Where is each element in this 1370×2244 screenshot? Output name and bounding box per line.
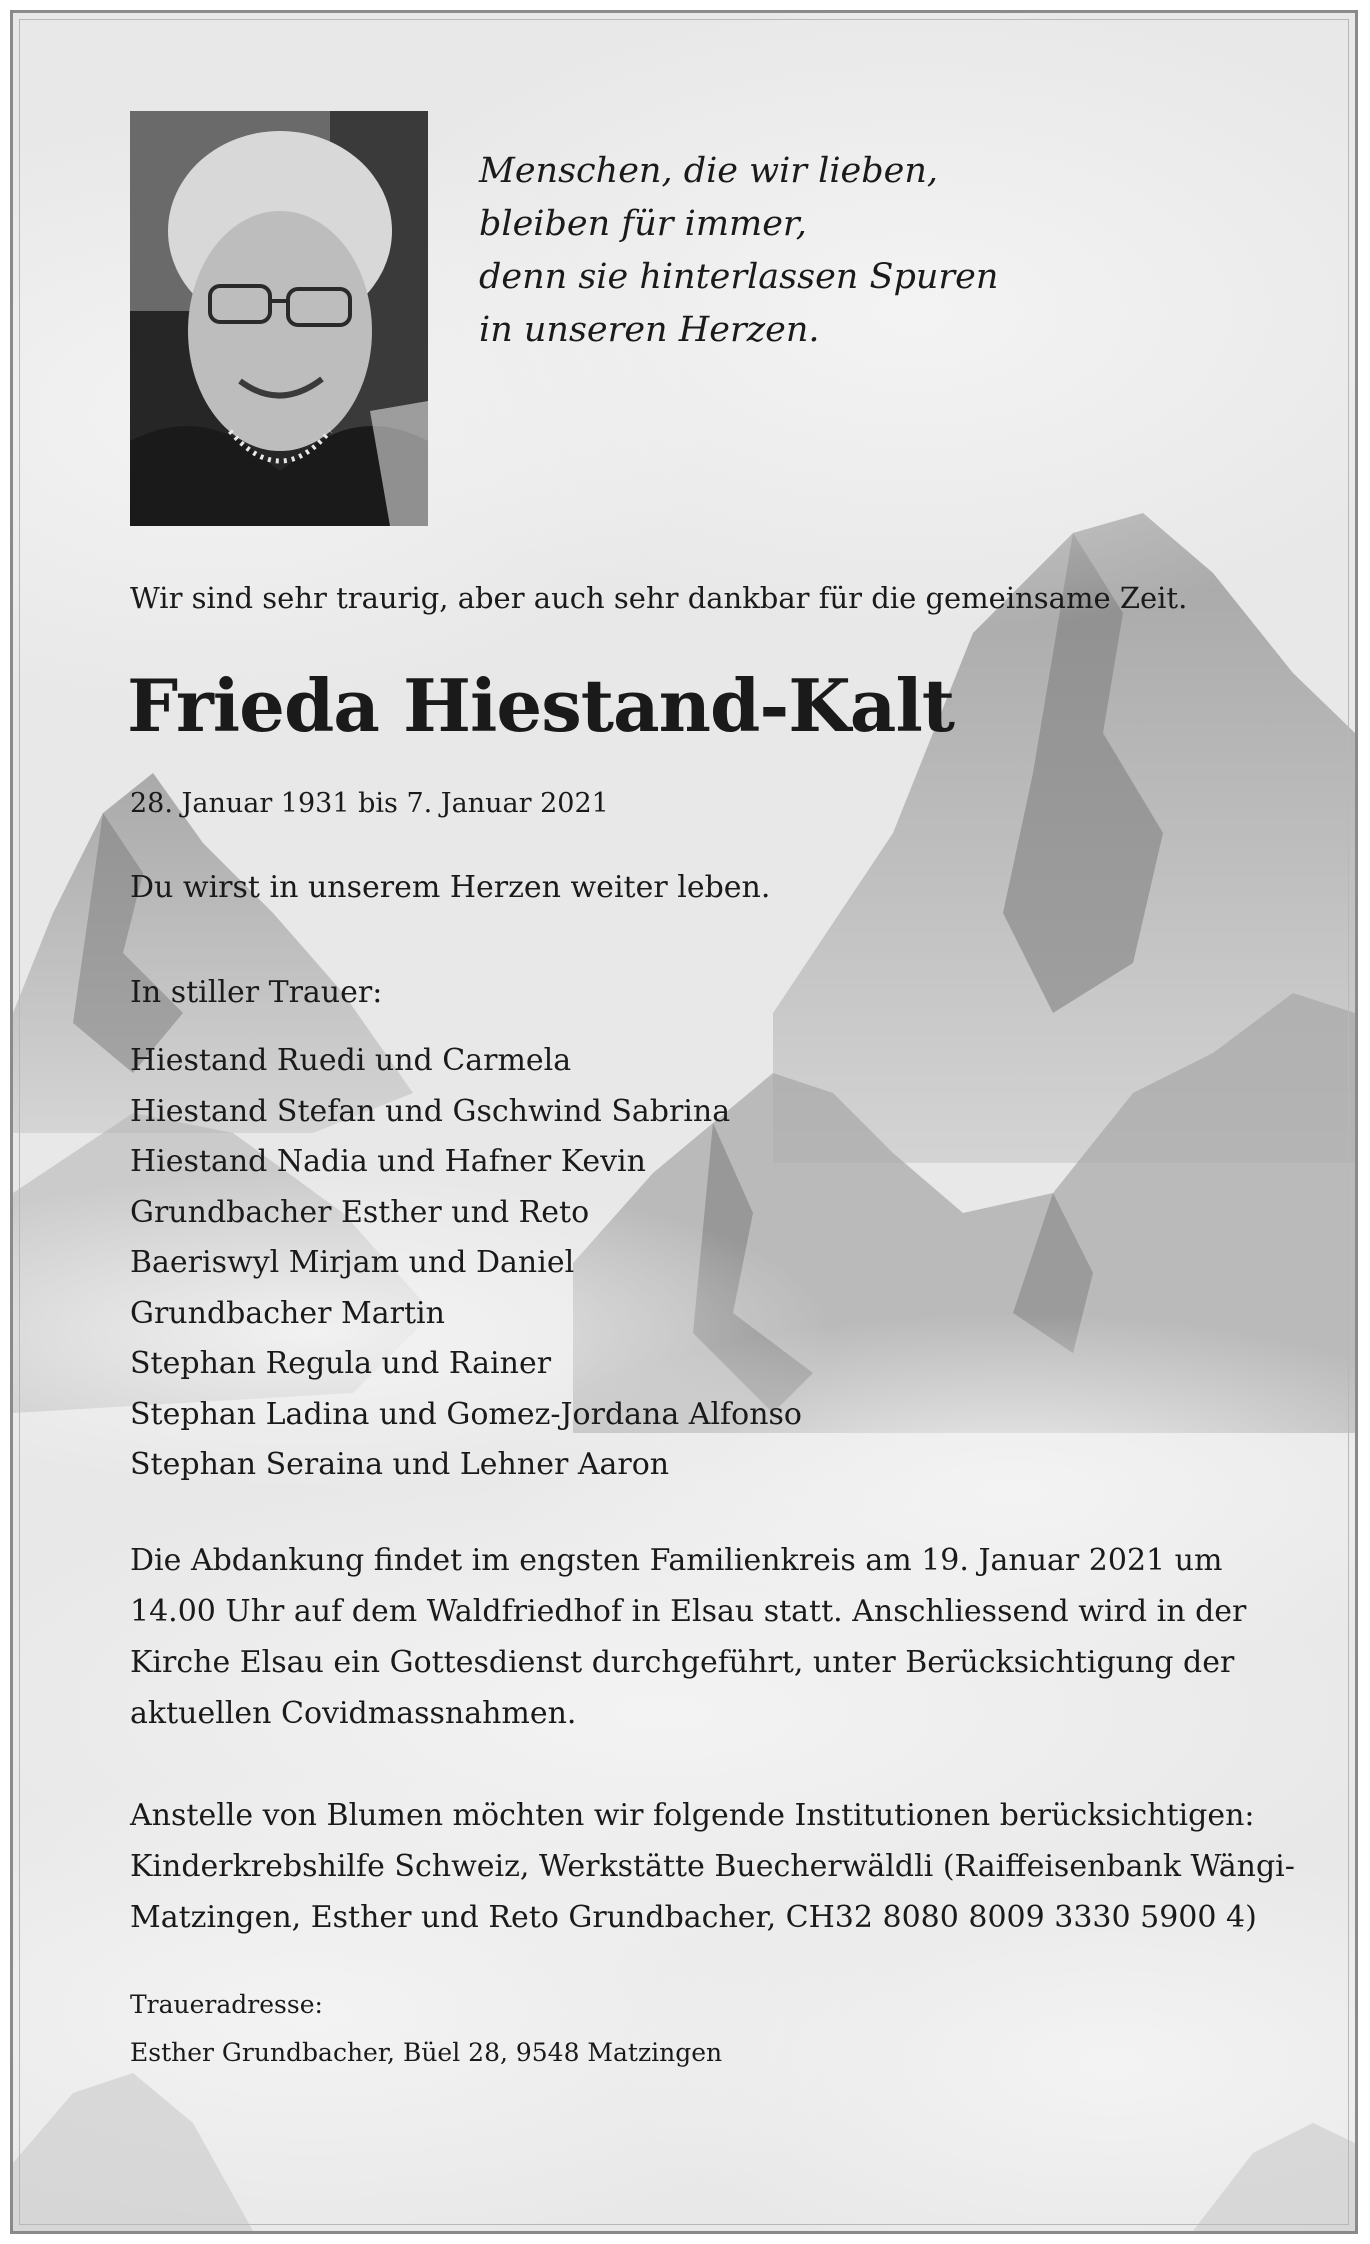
quote-line: in unseren Herzen.	[479, 310, 820, 350]
intro-text: Wir sind sehr traurig, aber auch sehr dankbar für die gemeinsame Zeit.	[130, 581, 1188, 615]
mourner-item: Stephan Ladina und Gomez-Jordana Alfonso	[130, 1396, 802, 1432]
address-value: Esther Grundbacher, Büel 28, 9548 Matzingen	[130, 2038, 723, 2067]
obituary-card	[10, 10, 1358, 2234]
life-dates: 28. Januar 1931 bis 7. Januar 2021	[130, 788, 609, 819]
mourner-item: Hiestand Nadia und Hafner Kevin	[130, 1144, 646, 1179]
ceremony-paragraph	[130, 1535, 1246, 1739]
quote-line: bleiben für immer,	[479, 204, 807, 244]
mourner-item: Baeriswyl Mirjam und Daniel	[130, 1245, 575, 1280]
ceremony-line: Kirche Elsau ein Gottesdienst durchgeführt, unter Berücksichtigung der	[130, 1645, 1235, 1680]
address-label: Traueradresse:	[130, 1990, 323, 2019]
mourner-item: Stephan Regula und Rainer	[130, 1346, 552, 1381]
deceased-name: Frieda Hiestand-Kalt	[127, 663, 955, 748]
mourning-address	[130, 1981, 722, 2077]
ceremony-line: Die Abdankung findet im engsten Familienkreis am 19. Januar 2021 um	[130, 1543, 1223, 1578]
mourner-item: Grundbacher Esther und Reto	[130, 1194, 590, 1230]
donations-line: Matzingen, Esther und Reto Grundbacher, CH32 8080 8009 3330 5900 4)	[130, 1900, 1257, 1935]
donations-line: Kinderkrebshilfe Schweiz, Werkstätte Buecherwäldli (Raiffeisenbank Wängi-	[130, 1849, 1295, 1884]
quote-line: Menschen, die wir lieben,	[479, 151, 939, 191]
memorial-quote	[479, 145, 998, 357]
ceremony-line: aktuellen Covidmassnahmen.	[130, 1696, 577, 1731]
mourner-item: Hiestand Stefan und Gschwind Sabrina	[130, 1093, 731, 1129]
mourners-list	[130, 1036, 802, 1491]
portrait-photo	[130, 111, 428, 526]
mourner-item: Grundbacher Martin	[130, 1295, 445, 1331]
mourner-item: Stephan Seraina und Lehner Aaron	[130, 1447, 670, 1482]
mourning-heading: In stiller Trauer:	[130, 975, 383, 1010]
donations-paragraph	[130, 1790, 1295, 1943]
donations-line: Anstelle von Blumen möchten wir folgende Institutionen berücksichtigen:	[130, 1798, 1255, 1833]
quote-line: denn sie hinterlassen Spuren	[479, 257, 999, 297]
mourner-item: Hiestand Ruedi und Carmela	[130, 1043, 572, 1078]
ceremony-line: 14.00 Uhr auf dem Waldfriedhof in Elsau statt. Anschliessend wird in der	[130, 1594, 1247, 1629]
motto-text: Du wirst in unserem Herzen weiter leben.	[130, 870, 771, 905]
